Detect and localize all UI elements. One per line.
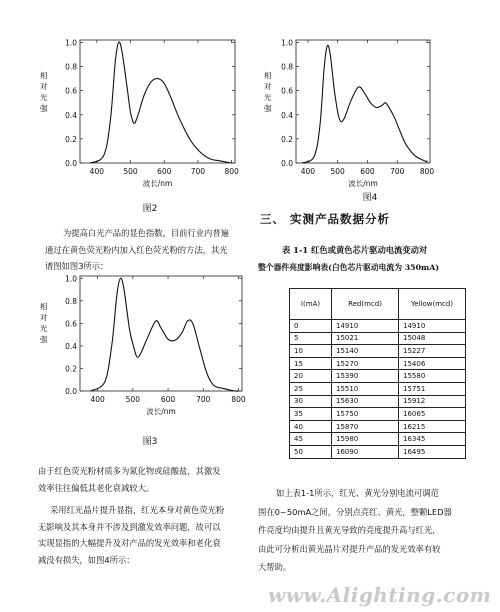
- y-tick-label: 0.0: [65, 159, 77, 168]
- plot-frame: [80, 40, 235, 163]
- cell-red: 15870: [332, 420, 399, 433]
- column-header-current: I(mA): [290, 289, 332, 320]
- cell-red: 14910: [332, 320, 399, 333]
- table-caption-line-1: 表 1-1 红色或黄色芯片驱动电流变动对: [282, 245, 428, 255]
- cell-red: 15390: [332, 370, 399, 383]
- y-tick-label: 1.0: [281, 38, 293, 48]
- text-line: 采用红光晶片提升显指，红光本身对黄色荧光粉: [50, 505, 225, 515]
- cell-current: 40: [290, 420, 332, 433]
- x-axis-label: 波长/nm: [348, 179, 378, 188]
- text-line: 由于红色荧光粉材质多为氮化物或硅酸盐，其激发: [38, 466, 221, 476]
- paragraph-table-analysis: [258, 484, 483, 577]
- y-axis-label-char: 相: [264, 71, 272, 80]
- y-tick-label: 0.8: [65, 62, 77, 72]
- text-line: 围在0~50mA之间，分别点亮红、黄光，整颗LED器: [258, 506, 452, 517]
- x-tick-label: 700: [190, 167, 206, 176]
- cell-red: 15510: [332, 382, 399, 395]
- x-tick-label: 500: [125, 395, 140, 404]
- y-axis-label-char: 光: [40, 93, 48, 102]
- column-header-red: Red(mcd): [332, 289, 399, 320]
- figure-caption-3: 图3: [142, 437, 158, 447]
- cell-current: 25: [290, 382, 332, 395]
- y-tick-label: 0.6: [281, 86, 293, 96]
- cell-yellow: 16065: [399, 408, 466, 421]
- x-tick-label: 700: [390, 167, 405, 176]
- cell-yellow: 15580: [399, 370, 466, 383]
- text-line: 如上表1-1所示，红光、黄光分别电流可调范: [276, 488, 439, 498]
- table-row: [290, 320, 466, 333]
- table-row: [290, 382, 466, 395]
- spectrum-chart-fig2: [30, 30, 260, 200]
- cell-yellow: 16495: [399, 445, 466, 458]
- cell-yellow: 15227: [399, 345, 466, 358]
- text-line: 大帮助。: [258, 562, 292, 572]
- cell-current: 45: [290, 433, 332, 446]
- table-row: [290, 345, 466, 358]
- x-tick-label: 600: [160, 395, 176, 404]
- y-axis-label-char: 对: [40, 313, 48, 322]
- column-header-yellow: Yellow(mcd): [399, 289, 466, 320]
- y-axis-label-char: 强: [264, 104, 272, 113]
- y-axis-label-char: 光: [40, 324, 48, 333]
- x-axis-label: 波长/nm: [146, 407, 176, 416]
- cell-red: 15980: [332, 433, 399, 446]
- cell-current: 30: [290, 395, 332, 408]
- figure-caption-4: 图4: [362, 193, 378, 203]
- table-row: [290, 395, 466, 408]
- figure-caption-2: 图2: [142, 204, 158, 214]
- y-axis-label-char: 强: [40, 104, 48, 113]
- y-tick-label: 0.8: [65, 296, 77, 306]
- y-tick-label: 1.0: [65, 274, 77, 284]
- table-row: [290, 433, 466, 446]
- text-line: 件亮度均由提升且黄光导致的亮度提升高与红光，: [258, 525, 441, 535]
- cell-red: 15140: [332, 345, 399, 358]
- table-row: [290, 332, 466, 345]
- x-tick-label: 800: [231, 395, 246, 404]
- cell-red: 15021: [332, 332, 399, 345]
- y-tick-label: 0.6: [65, 86, 77, 96]
- table-row: [290, 420, 466, 433]
- x-axis-label: 波长/nm: [142, 179, 173, 188]
- text-line: 谱图如图3所示：: [45, 261, 109, 271]
- table-row: [290, 445, 466, 458]
- cell-current: 50: [290, 445, 332, 458]
- y-tick-label: 0.8: [281, 62, 293, 72]
- x-tick-label: 600: [360, 167, 375, 176]
- text-line: 由此可分析出黄光晶片对提升产品的发光效率有较: [258, 543, 441, 554]
- spectrum-line: [302, 45, 427, 163]
- section-heading: 三、 实测产品数据分析: [260, 212, 391, 226]
- cell-current: 15: [290, 357, 332, 370]
- text-line: 效率往往偏低其老化衰减较大。: [38, 482, 155, 493]
- paragraph-red-phosphor: [38, 463, 263, 496]
- cell-yellow: 15406: [399, 357, 466, 370]
- y-tick-label: 0.0: [65, 387, 77, 396]
- plot-frame: [80, 276, 242, 391]
- cell-yellow: 15912: [399, 395, 466, 408]
- y-axis-label-char: 相: [40, 71, 48, 80]
- cell-yellow: 15751: [399, 382, 466, 395]
- current-brightness-table: [289, 288, 466, 459]
- y-tick-label: 0.2: [281, 134, 293, 144]
- y-axis-label-char: 光: [264, 93, 272, 102]
- cell-current: 0: [290, 320, 332, 333]
- x-tick-label: 700: [196, 395, 211, 404]
- table-row: [290, 370, 466, 383]
- spectrum-line: [90, 42, 232, 163]
- table-row: [290, 408, 466, 421]
- text-line: 无影响及其本身并不涉及到激发效率问题，故可以: [38, 521, 221, 532]
- cell-red: 15270: [332, 357, 399, 370]
- cell-current: 20: [290, 370, 332, 383]
- text-line: 实现显指的大幅提升及对产品的发光效率和老化衰: [38, 538, 221, 548]
- x-tick-label: 600: [157, 167, 172, 176]
- x-tick-label: 500: [123, 167, 138, 176]
- y-axis-label-char: 对: [264, 82, 272, 91]
- y-axis-label-char: 强: [40, 335, 48, 344]
- table-header-row: [290, 289, 466, 320]
- y-tick-label: 0.4: [281, 110, 293, 120]
- cell-yellow: 14910: [399, 320, 466, 333]
- y-tick-label: 1.0: [65, 38, 77, 48]
- cell-current: 5: [290, 332, 332, 345]
- paragraph-red-chip: [38, 502, 263, 568]
- x-tick-label: 400: [89, 167, 105, 176]
- y-tick-label: 0.4: [65, 341, 77, 351]
- x-tick-label: 400: [90, 395, 105, 404]
- cell-current: 35: [290, 408, 332, 421]
- cell-yellow: 15048: [399, 332, 466, 345]
- spectrum-chart-fig4: [258, 30, 458, 202]
- watermark: www.Alighting.com: [268, 583, 492, 607]
- y-tick-label: 0.0: [281, 159, 293, 168]
- y-tick-label: 0.6: [65, 319, 77, 329]
- x-tick-label: 400: [300, 167, 316, 176]
- text-line: 减没有损失，如图4所示：: [38, 554, 135, 565]
- y-tick-label: 0.4: [65, 110, 77, 120]
- table-row: [290, 357, 466, 370]
- spectrum-chart-fig3: [30, 272, 260, 430]
- spectrum-line: [91, 278, 239, 391]
- table-caption-line-2: 整个器件亮度影响表(白色芯片驱动电流为 350mA): [258, 263, 440, 272]
- y-tick-label: 0.2: [65, 134, 77, 144]
- cell-red: 15750: [332, 408, 399, 421]
- cell-yellow: 16345: [399, 433, 466, 446]
- plot-frame: [296, 40, 430, 163]
- cell-yellow: 16215: [399, 420, 466, 433]
- x-tick-label: 800: [224, 167, 239, 176]
- y-axis-label-char: 相: [40, 302, 48, 311]
- text-line: 通过在黄色荧光粉内加入红色荧光粉的方法，其光: [45, 244, 228, 255]
- paragraph-intro: [45, 225, 260, 275]
- y-tick-label: 0.2: [65, 364, 77, 374]
- cell-red: 16090: [332, 445, 399, 458]
- text-line: 为提高白光产品的显色指数，目前行业内普遍: [63, 228, 229, 238]
- x-tick-label: 800: [419, 167, 435, 176]
- cell-red: 15630: [332, 395, 399, 408]
- x-tick-label: 500: [330, 167, 345, 176]
- y-axis-label-char: 对: [40, 82, 48, 91]
- cell-current: 10: [290, 345, 332, 358]
